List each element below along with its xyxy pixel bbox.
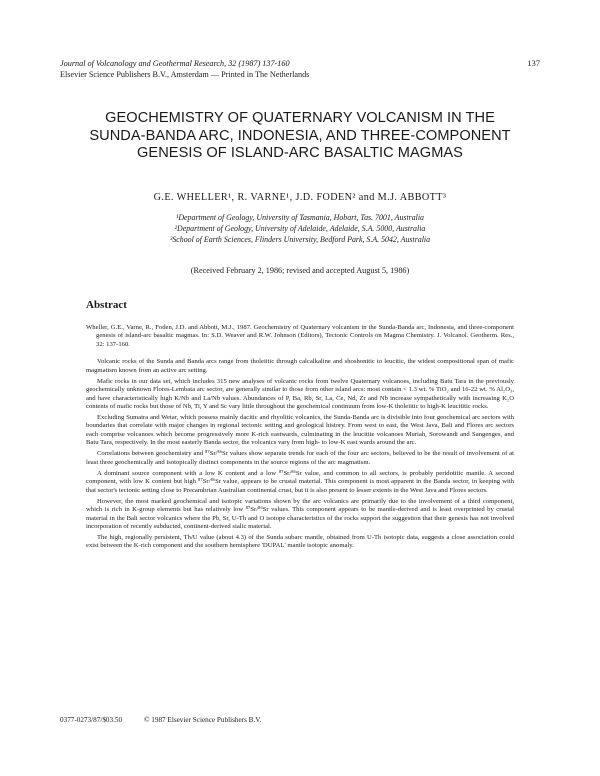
abstract-paragraph: Mafic rocks in our data set, which includes 315 new analyses of volcanic rocks from twelve Quaternary volcanoes, including Batu Tara in the previously geochemically unknown Flores-Lembata arc sector, are generally similar to those from other island arcs: most contain < 1.3 wt. % TiO₂ and 16-22 wt. % Al₂O₃, and have characteristically high K/Nb and La/Nb values. Abundances of P, Ba, Rb, Sr, La, Ce, Nd, Zr and Nb increase sympathetically with increasing K₂O contents of mafic rocks but those of Nb, Ti, Y and Sc vary little throughout the geochemical continuum from low-K tholeiitic to high-K leucititic rocks. (86, 377, 514, 410)
title-line-1: GEOCHEMISTRY OF QUATERNARY VOLCANISM IN THE (105, 110, 495, 126)
journal-header (60, 58, 520, 80)
copyright-notice: © 1987 Elsevier Science Publishers B.V. (144, 716, 262, 724)
title-line-3: GENESIS OF ISLAND-ARC BASALTIC MAGMAS (137, 145, 463, 161)
author-list: G.E. WHELLER¹, R. VARNE¹, J.D. FODEN² and M.J. ABBOTT³ (153, 192, 447, 203)
abstract-paragraph: Correlations between geochemistry and ⁸⁷Sr/⁸⁶Sr values show separate trends for each of the four arc sectors, believed to be the result of involvement of at least three geochemically and isotopically distinct components in the source regions of the arc magmatism. (86, 450, 514, 466)
page-number: 137 (527, 58, 540, 68)
journal-citation-line: Journal of Volcanology and Geothermal Research, 32 (1987) 137-160 (60, 59, 290, 68)
abstract-paragraph: A dominant source component with a low K content and a low ⁸⁷Sr/⁸⁶Sr value, and common to all sectors, is probably peridotitic mantle. A second component, with low K content but high ⁸⁷Sr/⁸⁶Sr value, appears to be crustal material. This component is most apparent in the Banda sector, in keeping with that sector's tectonic setting close to Precambrian Australian continental crust, but it is also present to lesser extents in the West Java and Flores sectors. (86, 469, 514, 494)
abstract-paragraph: Volcanic rocks of the Sunda and Banda arcs range from tholeiitic through calcalkaline and shoshonitic to leucitic, the widest compositional span of mafic magmatism known from an active arc setting. (86, 358, 514, 374)
affiliation-3: ³School of Earth Sciences, Flinders University, Bedford Park, S.A. 5042, Australia (169, 235, 431, 244)
abstract-paragraph: Excluding Sumatra and Wetar, which possess mainly dacitic and rhyolitic volcanics, the Sunda-Banda arc is divisible into four geochemical arc sectors with boundaries that correlate with major changes in regional tectonic setting and geological history. From west to east, the West Java, Bali and Flores arc sectors each comprise volcanoes which become progressively more K-rich eastwards, culminating in the leucitite volcanoes Muriah, Sorowandi and Sangenges, and Batu Tara, respectively. In the most easterly Banda sector, the volcanics vary from high- to low-K east wards around the arc. (86, 414, 514, 447)
abstract-citation: Wheller, G.E., Varne, R., Foden, J.D. and Abbott, M.J., 1987. Geochemistry of Quaternary volcanism in the Sunda-Banda arc, Indonesia, and three-component genesis of island-arc basaltic magmas. In: S.D. Weaver and R.W. Johnson (Editors), Tectonic Controls on Magma Chemistry. J. Volcanol. Geotherm. Res., 32: 137-160. (86, 324, 514, 348)
publisher-line: Elsevier Science Publishers B.V., Amsterdam — Printed in The Netherlands (60, 70, 310, 79)
issn-code: 0377-0273/87/$03.50 (60, 716, 123, 724)
title-line-2: SUNDA-BANDA ARC, INDONESIA, AND THREE-COMPONENT (89, 127, 511, 144)
affiliation-1: ¹Department of Geology, University of Tasmania, Hobart, Tas. 7001, Australia (175, 213, 424, 222)
page-footer (60, 716, 540, 724)
abstract-body (86, 324, 514, 554)
abstract-paragraph: However, the most marked geochemical and isotopic variations shown by the arc volcanics are primarily due to the involvement of a third component, which is rich in K-group elements but has relatively low ⁸⁷Sr/⁸⁶Sr values. This component appears to be mantle-derived and is least overprinted by crustal material in the Bali sector volcanics where the Pb, Sr, U-Th and O isotope characteristics of the rocks support the suggestion that their genesis has not involved incorporation of recently subducted, continent-derived sialic material. (86, 497, 514, 530)
article-title (60, 110, 540, 163)
affiliations (60, 212, 540, 245)
abstract-paragraph: The high, regionally persistent, Th/U value (about 4.3) of the Sunda subarc mantle, obtained from U-Th isotopic data, suggests a close association could exist between the K-rich component and the southern hemisphere 'DUPAL' mantle isotopic anomaly. (86, 534, 514, 550)
affiliation-2: ²Department of Geology, University of Adelaide, Adelaide, S.A. 5000, Australia (174, 224, 426, 233)
abstract-heading: Abstract (86, 299, 127, 311)
received-dates: (Received February 2, 1986; revised and accepted August 5, 1986) (190, 266, 410, 275)
